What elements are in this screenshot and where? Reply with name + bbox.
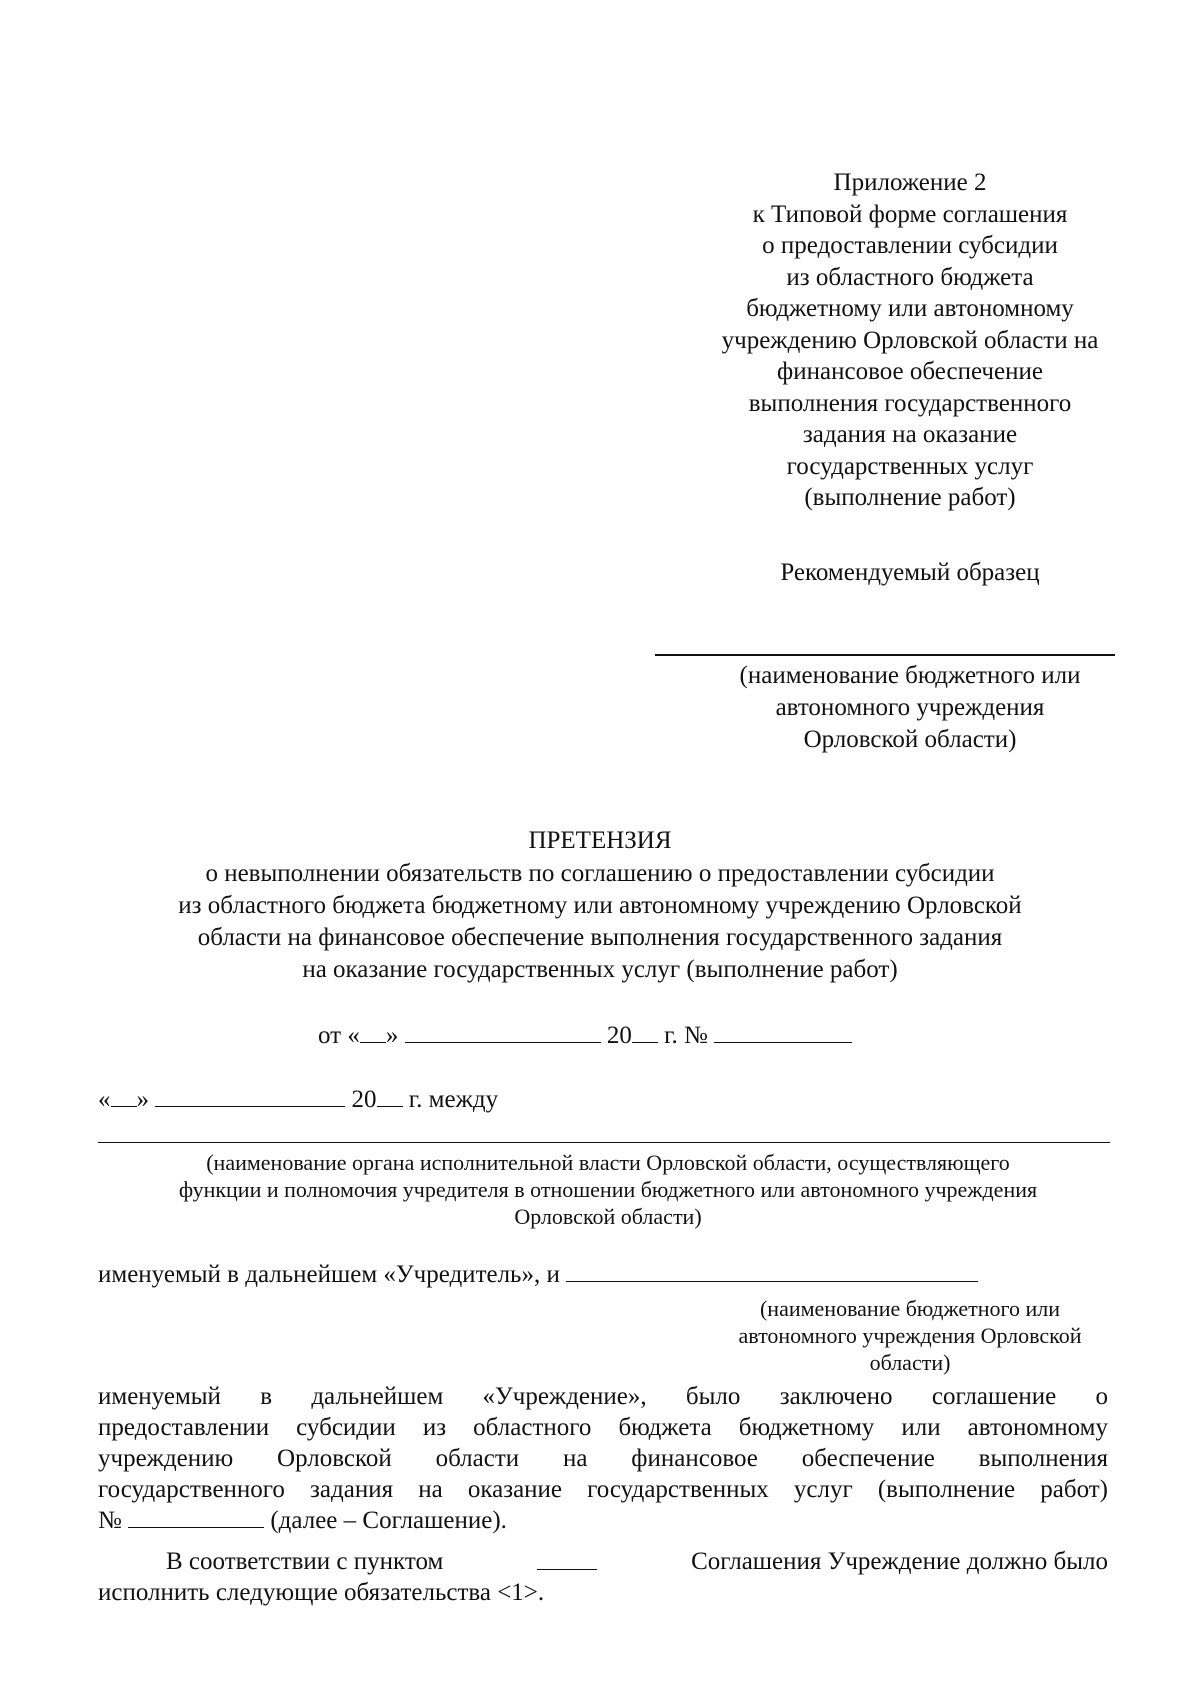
body-paragraph-2-first-line <box>166 1547 1108 1577</box>
between-open-quote: « <box>98 1086 111 1113</box>
institution-caption-line: автономного учреждения Орловской <box>738 1323 1082 1348</box>
addressee-blank-line <box>655 654 1115 656</box>
date-year-blank <box>632 1020 658 1043</box>
between-year-blank <box>377 1084 403 1107</box>
subtitle-line: о невыполнении обязательств по соглашению о предоставлении субсидии <box>205 860 995 887</box>
appendix-line: к Типовой форме соглашения <box>752 200 1068 228</box>
addressee-caption-line: Орловской области) <box>803 726 1017 753</box>
date-number-blank <box>714 1020 852 1043</box>
founder-caption-line: (наименование органа исполнительной власти Орловской области, осуществляющего <box>206 1150 1010 1175</box>
appendix-line: финансовое обеспечение <box>777 358 1043 385</box>
body-line-ending <box>98 1505 1108 1536</box>
para2-rest: Соглашения Учреждение должно было <box>691 1548 1108 1575</box>
subtitle-line: из областного бюджета бюджетному или автономному учреждению Орловской <box>178 892 1022 919</box>
appendix-line: бюджетному или автономному <box>746 295 1074 322</box>
clause-number-blank <box>537 1547 597 1570</box>
sample-label: Рекомендуемый образец <box>780 559 1040 586</box>
founder-caption-line: Орловской области) <box>514 1204 702 1229</box>
addressee-caption-line: автономного учреждения <box>775 694 1045 721</box>
institution-caption-line: области) <box>869 1350 951 1375</box>
para2-start: В соответствии с пунктом <box>166 1548 444 1575</box>
named-founder-text: именуемый в дальнейшем «Учредитель», и <box>98 1261 560 1288</box>
named-founder-line <box>98 1259 978 1290</box>
subtitle-line: области на финансовое обеспечение выполнения государственного задания <box>197 924 1003 951</box>
between-year-prefix: 20 <box>351 1086 377 1113</box>
agreement-ref-text: (далее – Соглашение). <box>270 1507 507 1534</box>
subtitle-line: на оказание государственных услуг (выполнение работ) <box>302 956 898 983</box>
agreement-number-blank <box>128 1505 264 1528</box>
appendix-line: задания на оказание <box>802 421 1018 448</box>
body-line: именуемый в дальнейшем «Учреждение», было заключено соглашение о <box>98 1383 1108 1410</box>
para2-last-line: исполнить следующие обязательства <1>. <box>98 1579 545 1606</box>
between-line <box>98 1084 498 1115</box>
body-paragraph-1 <box>98 1381 1108 1536</box>
appendix-header <box>640 168 1180 515</box>
appendix-line: из областного бюджета <box>786 263 1034 291</box>
body-line: предоставлении субсидии из областного бюджета бюджетному или автономному <box>98 1414 1108 1441</box>
body-line: учреждению Орловской области на финансовое обеспечение выполнения <box>98 1445 1108 1472</box>
appendix-line: о предоставлении субсидии <box>762 232 1058 259</box>
appendix-line: учреждению Орловской области на <box>721 326 1099 354</box>
between-day-blank <box>111 1084 137 1107</box>
body-line: государственного задания на оказание государственных услуг (выполнение работ) <box>98 1476 1108 1503</box>
document-title: ПРЕТЕНЗИЯ <box>528 827 672 854</box>
date-number-label: г. № <box>664 1022 708 1049</box>
appendix-line: Приложение 2 <box>833 169 987 196</box>
agreement-number-label: № <box>98 1507 122 1534</box>
founder-caption <box>98 1149 1118 1230</box>
addressee-caption <box>640 660 1180 756</box>
date-close-quote: » <box>385 1022 399 1049</box>
founder-caption-line: функции и полномочия учредителя в отношении бюджетного или автономного учреждения <box>178 1177 1038 1202</box>
date-line <box>318 1020 852 1051</box>
between-text: г. между <box>408 1086 499 1113</box>
institution-caption <box>660 1295 1160 1376</box>
document-subtitle <box>0 858 1200 986</box>
addressee-caption-line: (наименование бюджетного или <box>739 662 1081 689</box>
institution-blank <box>566 1259 978 1282</box>
date-year-prefix: 20 <box>606 1022 632 1049</box>
date-from-label: от « <box>318 1022 360 1049</box>
appendix-line: выполнения государственного <box>748 389 1072 417</box>
founder-blank-line <box>98 1142 1110 1143</box>
between-close-quote: » <box>136 1086 149 1113</box>
appendix-line: (выполнение работ) <box>804 484 1016 511</box>
institution-caption-line: (наименование бюджетного или <box>759 1296 1061 1321</box>
date-month-blank <box>405 1020 601 1043</box>
appendix-line: государственных услуг <box>786 452 1034 480</box>
date-day-blank <box>360 1020 386 1043</box>
between-month-blank <box>155 1084 345 1107</box>
